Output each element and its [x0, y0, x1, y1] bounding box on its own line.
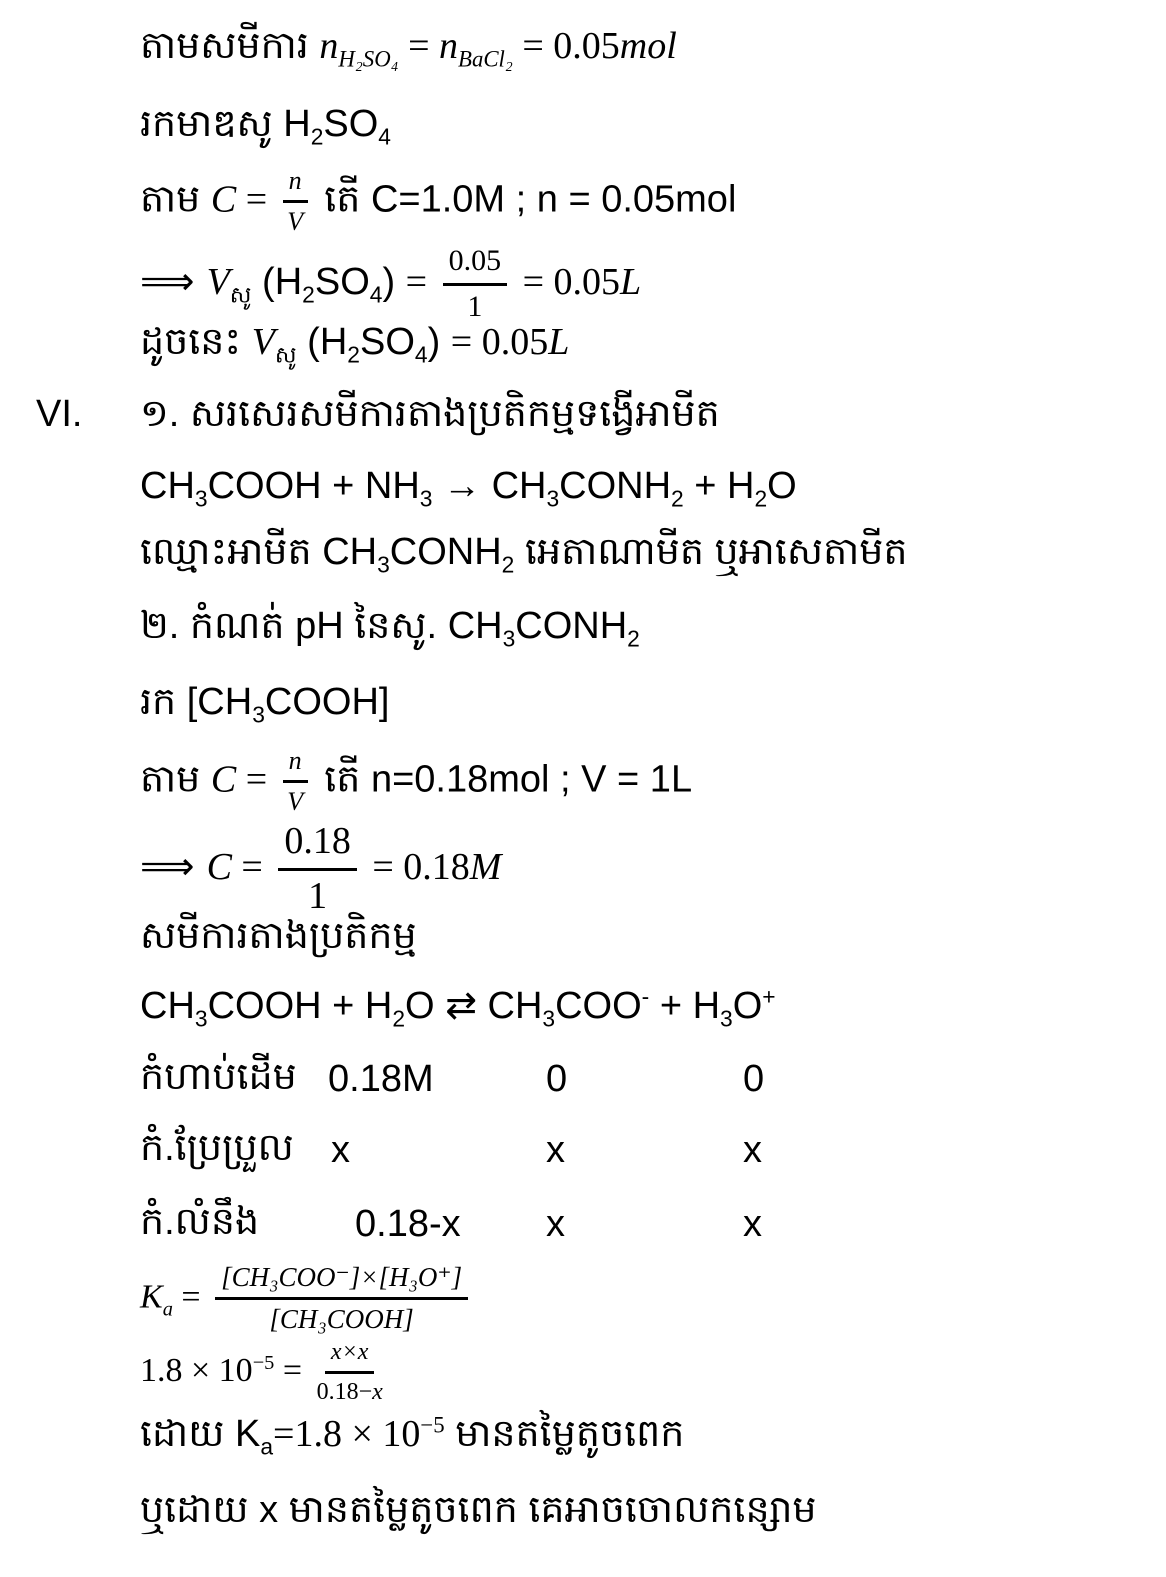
line-q2-title: [140, 602, 640, 651]
text-run: = 0.18: [362, 846, 470, 889]
text-run: ): [382, 261, 406, 304]
text-run: [CH₃COOH]: [269, 1304, 414, 1335]
text-run: 4: [378, 123, 391, 150]
fraction: [317, 1338, 383, 1406]
text-run: SO: [323, 103, 379, 145]
text-run: សមីការតាងប្រតិកម្ម: [140, 915, 417, 957]
ice-value: 0.18M: [328, 1058, 434, 1100]
text-run: =: [172, 1278, 210, 1316]
text-run: តើ: [313, 758, 371, 801]
text-run: 2: [392, 1005, 406, 1032]
text-run: = 0.05: [512, 25, 620, 67]
text-run: 3: [546, 485, 560, 512]
text-run: C: [206, 846, 232, 889]
text-run: តើ: [313, 178, 371, 221]
text-run: 3: [542, 1005, 556, 1032]
line-mole-relation: [140, 22, 677, 71]
text-run: កំ.ប្រែប្រួល: [140, 1127, 294, 1169]
text-run: 2: [754, 485, 768, 512]
text-run: V: [206, 261, 230, 304]
text-run: 2: [671, 485, 684, 512]
text-run: C: [210, 178, 237, 221]
text-run: តាម: [140, 758, 211, 801]
text-run: CH: [447, 605, 503, 647]
text-run: កំ.លំនឹង: [140, 1201, 260, 1243]
text-run: រក: [140, 681, 187, 723]
ice-row-label: [140, 1201, 259, 1243]
text-run: n: [319, 25, 339, 67]
text-run: 3: [419, 485, 433, 512]
text-run: -: [641, 983, 650, 1010]
section-number-vi: VI.: [36, 393, 83, 435]
line-volume-conclusion: [140, 318, 569, 367]
text-run: ដោយ: [140, 1413, 235, 1455]
text-run: មានតម្លៃតូចពេក គេអាចចោលកន្សោម: [278, 1489, 817, 1531]
ice-value: x: [743, 1203, 762, 1245]
text-run: =1.8 × 10: [273, 1413, 421, 1455]
text-run: CONH: [389, 531, 502, 573]
text-run: 0.18: [284, 820, 351, 862]
line-amide-equation: [140, 462, 797, 511]
text-run: +: [762, 983, 776, 1010]
text-run: pH: [295, 605, 344, 647]
text-run: 2: [310, 123, 324, 150]
text-run: n=0.18mol ; V = 1L: [370, 758, 693, 801]
line-amide-name: [140, 528, 908, 577]
text-run: អេតាណាមីត ឬអាសេតាមីត: [514, 531, 908, 573]
ice-row-label: [140, 1127, 294, 1169]
text-run: (H: [296, 321, 348, 363]
text-run: ឬដោយ: [140, 1489, 260, 1531]
text-run: C=1.0M ; n = 0.05mol: [370, 178, 737, 221]
line-volume-calculation: [140, 244, 641, 324]
line-ka-small-note: [140, 1410, 684, 1459]
text-run: + H: [683, 465, 755, 507]
line-concentration-calculation: [140, 820, 501, 918]
text-run: COO: [555, 985, 642, 1027]
line-concentration-formula: [140, 166, 736, 237]
text-run: ឈ្មោះអាមីត: [140, 531, 323, 573]
text-run: =: [236, 178, 277, 221]
text-run: n: [288, 166, 302, 195]
ice-row-initial: [140, 1053, 765, 1102]
text-run: = 0.05: [450, 321, 549, 363]
text-run: 3: [720, 1005, 733, 1032]
text-run: M: [469, 846, 502, 889]
text-run: V: [287, 206, 304, 236]
text-run: −5: [420, 1412, 445, 1438]
text-run: មានតម្លៃតូចពេក: [444, 1413, 685, 1455]
line-reaction-heading: [140, 912, 417, 961]
text-run: 1: [308, 874, 328, 917]
text-run: = 0.05: [513, 261, 621, 304]
text-run: =: [398, 25, 440, 67]
text-run: COOH + H: [207, 985, 393, 1027]
text-run: =: [274, 1352, 311, 1390]
text-run: 4: [369, 281, 383, 308]
text-run: n: [439, 25, 459, 67]
text-run: a: [162, 1298, 173, 1321]
text-run: 4: [414, 341, 428, 368]
line-find-concentration: [140, 678, 389, 727]
text-run: 1: [467, 289, 483, 323]
text-run: H₂SO₄: [338, 46, 399, 72]
text-run: 2: [627, 625, 640, 652]
ice-row-label: [140, 1056, 297, 1098]
text-run: 3: [194, 485, 208, 512]
text-run: សូ: [274, 341, 297, 368]
text-run: CH: [140, 465, 195, 507]
text-run: ២. កំណត់: [140, 605, 296, 647]
text-run: + H: [649, 985, 721, 1027]
text-run: តាម: [140, 178, 211, 221]
text-run: 3: [194, 1005, 208, 1032]
line-ionization-equation: [140, 982, 776, 1031]
text-run: 3: [377, 551, 390, 578]
line-find-volume: [140, 100, 391, 149]
text-run: នៃសូ.: [343, 605, 448, 647]
text-run: x×x: [330, 1339, 369, 1365]
ice-value: 0: [546, 1058, 568, 1100]
text-run: a: [260, 1433, 274, 1460]
fraction: [278, 820, 357, 918]
text-run: CONH: [515, 605, 628, 647]
line-approximation-note: [140, 1486, 817, 1535]
ice-value: x: [546, 1203, 565, 1245]
text-run: O ⇄ CH: [405, 985, 543, 1027]
text-run: 2: [501, 551, 515, 578]
fraction: [283, 746, 308, 817]
text-run: COOH]: [264, 681, 390, 723]
text-run: 3: [502, 625, 516, 652]
text-run: O: [732, 985, 763, 1027]
ice-row-equilibrium: [140, 1198, 762, 1247]
text-run: 0.18−: [316, 1378, 373, 1405]
text-run: [CH₃COO⁻]×[H₃O⁺]: [221, 1262, 463, 1292]
fraction: [283, 166, 308, 237]
ice-value: 0.18-x: [355, 1203, 461, 1245]
text-run: K: [234, 1413, 261, 1455]
ice-value: 0: [743, 1058, 765, 1100]
text-run: V: [251, 321, 275, 363]
text-run: n: [288, 746, 302, 775]
text-run: 2: [302, 281, 315, 308]
text-run: ១. សរសេរសមីការតាងប្រតិកម្មទង្វើអាមីត: [140, 393, 720, 435]
text-run: CONH: [559, 465, 672, 507]
text-run: 1.8 × 10: [140, 1352, 253, 1390]
line-ka-expression: [140, 1262, 474, 1335]
text-run: រកមាឌសូ: [140, 103, 284, 145]
text-run: ⟹: [140, 844, 207, 889]
text-run: CH: [140, 985, 195, 1027]
text-run: COOH + NH: [207, 465, 420, 507]
text-run: SO: [314, 261, 370, 304]
text-run: ): [427, 321, 451, 363]
text-run: V: [287, 786, 304, 816]
text-run: 3: [252, 701, 265, 728]
ice-value: x: [743, 1129, 762, 1171]
text-run: CH: [322, 531, 378, 573]
text-run: H: [283, 103, 311, 145]
text-run: ដូចនេះ: [140, 321, 252, 363]
text-run: C: [210, 758, 237, 801]
text-run: 2: [347, 341, 360, 368]
text-run: =: [236, 758, 277, 801]
text-run: K: [140, 1278, 163, 1316]
text-run: → CH: [432, 465, 547, 507]
text-run: តាមសមីការ: [140, 25, 320, 67]
line-q1-title: [140, 390, 720, 439]
text-run: x: [372, 1378, 383, 1405]
text-run: (H: [251, 261, 303, 304]
text-run: =: [231, 846, 273, 889]
ice-value: x: [546, 1129, 565, 1171]
text-run: កំហាប់ដើម: [140, 1056, 297, 1098]
text-run: x: [259, 1489, 279, 1531]
text-run: mol: [619, 25, 677, 67]
text-run: L: [620, 261, 642, 304]
text-run: BaCl₂: [458, 46, 513, 72]
text-run: SO: [359, 321, 415, 363]
text-run: [CH: [186, 681, 253, 723]
ice-value: x: [331, 1129, 350, 1171]
text-run: O: [767, 465, 797, 507]
text-run: ⟹: [140, 259, 207, 304]
line-ka-substitution: [140, 1338, 389, 1406]
text-run: =: [405, 261, 437, 304]
fraction: [215, 1262, 468, 1335]
line-concentration-formula-2: [140, 746, 692, 817]
fraction: [443, 244, 508, 324]
text-run: L: [548, 321, 570, 363]
text-run: −5: [252, 1351, 275, 1374]
text-run: 0.05: [448, 244, 502, 277]
text-run: សូ: [229, 281, 252, 308]
ice-row-change: [140, 1124, 762, 1173]
